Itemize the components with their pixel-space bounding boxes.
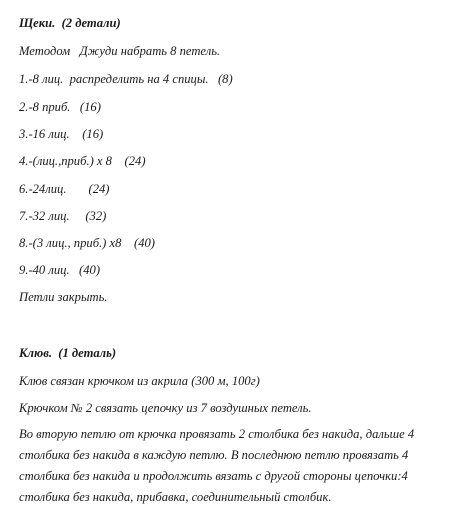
cheeks-row: 1.-8 лиц. распределить на 4 спицы. (8) xyxy=(19,72,233,86)
cheeks-heading: Щеки. (2 детали) xyxy=(19,16,121,30)
cheeks-closing: Петли закрыть. xyxy=(19,290,108,304)
paragraph-line: Во вторую петлю от крючка провязать 2 столбика без накида, дальше 4 xyxy=(19,427,415,441)
beak-paragraph: Клюв связан крючком из акрила (300 м, 100г) xyxy=(19,374,260,388)
beak-paragraph: Крючком № 2 связать цепочку из 7 воздушных петель. xyxy=(19,401,312,415)
cheeks-intro: Методом Джуди набрать 8 петель. xyxy=(19,44,221,58)
paragraph-line: столбика без накида, прибавка, соединительный столбик. xyxy=(19,490,332,504)
paragraph-line: столбика без накида в каждую петлю. В последнюю петлю провязать 4 xyxy=(19,448,409,462)
beak-paragraph-instructions xyxy=(19,424,449,508)
cheeks-row: 9.-40 лиц. (40) xyxy=(19,263,101,277)
cheeks-row: 7.-32 лиц. (32) xyxy=(19,209,107,223)
beak-heading: Клюв. (1 деталь) xyxy=(19,346,117,360)
cheeks-row: 2.-8 приб. (16) xyxy=(19,100,101,114)
cheeks-row: 6.-24лиц. (24) xyxy=(19,182,110,196)
paragraph-line: столбика без накида и продолжить вязать с другой стороны цепочки:4 xyxy=(19,469,408,483)
cheeks-row: 4.-(лиц.,приб.) х 8 (24) xyxy=(19,154,146,168)
cheeks-row: 3.-16 лиц. (16) xyxy=(19,127,104,141)
cheeks-row: 8.-(3 лиц., приб.) х8 (40) xyxy=(19,236,155,250)
